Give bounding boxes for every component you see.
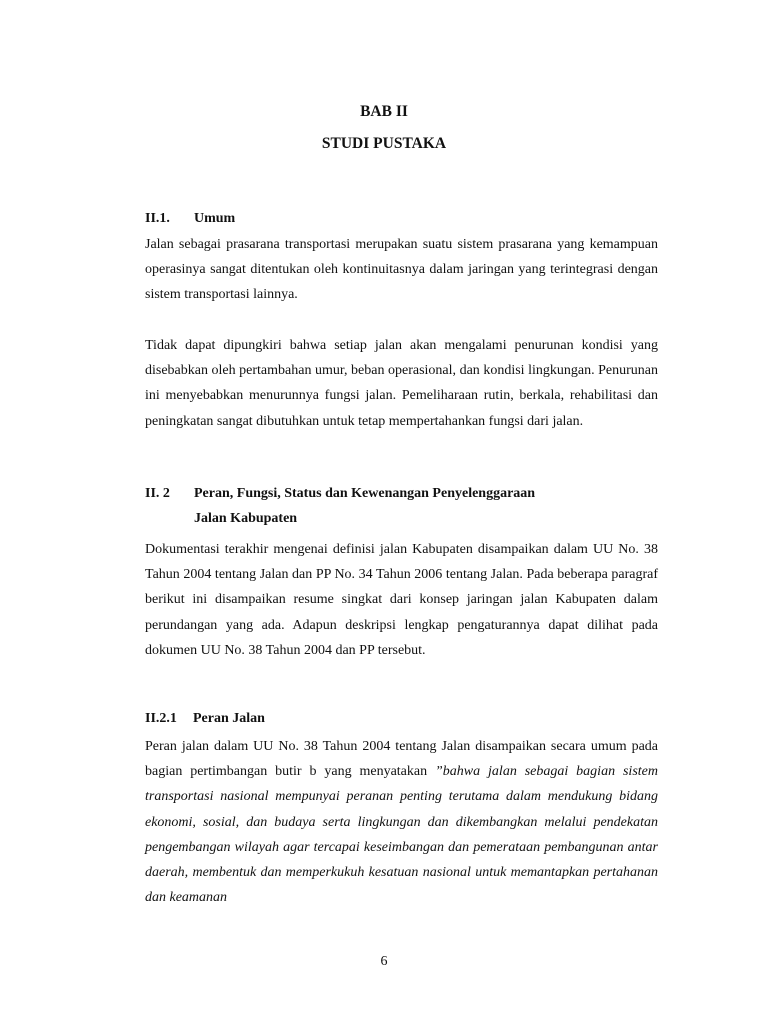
section-title: Peran Jalan (193, 711, 265, 726)
section-number: II.1. (145, 211, 170, 226)
section-heading-peran-jalan (145, 711, 265, 727)
section-title-line1: Peran, Fungsi, Status dan Kewenangan Penyelenggaraan (194, 486, 536, 501)
section-number: II. 2 (145, 486, 170, 501)
paragraph-peran-fungsi: Dokumentasi terakhir mengenai definisi jalan Kabupaten disampaikan dalam UU No. 38 Tahun 2004 tentang Jalan dan PP No. 34 Tahun 2006 tentang Jalan. Pada beberapa paragraf berikut ini disampaikan resume singkat dari konsep jaringan jalan Kabupaten dalam perundangan yang ada. Adapun deskripsi lengkap pengaturannya dapat dilihat pada dokumen UU No. 38 Tahun 2004 dan PP tersebut. (145, 542, 658, 658)
chapter-title: STUDI PUSTAKA (321, 135, 447, 152)
section-heading-peran-fungsi (145, 486, 535, 502)
section-title: Umum (194, 211, 236, 226)
quoted-text: ”bahwa jalan sebagai bagian sistem transportasi nasional mempunyai peranan penting terutama dalam mendukung bidang ekonomi, sosial, dan budaya serta lingkungan dan dikembangkan melalui pendekatan pengembangan wilayah agar tercapai keseimbangan dan pemerataan pembangunan antar daerah, membentuk dan memperkukuh kesatuan nasional untuk memantapkan pertahanan dan keamanan (145, 764, 658, 906)
paragraph-umum-2: Tidak dapat dipungkiri bahwa setiap jalan akan mengalami penurunan kondisi yang disebabkan oleh pertambahan umur, beban operasional, dan kondisi lingkungan. Penurunan ini menyebabkan menurunnya fungsi jalan. Pemeliharaan rutin, berkala, rehabilitasi dan peningkatan sangat dibutuhkan untuk tetap mempertahankan fungsi dari jalan. (145, 338, 658, 429)
section-heading-umum (145, 211, 235, 227)
paragraph-umum-1: Jalan sebagai prasarana transportasi merupakan suatu sistem prasarana yang kemampuan operasinya sangat ditentukan oleh kontinuitasnya dalam jaringan yang terintegrasi dengan sistem transportasi lainnya. (145, 237, 658, 303)
page-number: 6 (380, 954, 388, 969)
chapter-label: BAB II (360, 103, 408, 120)
paragraph-text: Peran jalan dalam UU No. 38 Tahun 2004 tentang Jalan disampaikan secara umum pada bagian pertimbangan butir b yang menyatakan (145, 739, 658, 780)
section-number: II.2.1 (145, 711, 177, 726)
section-title-line2: Jalan Kabupaten (194, 511, 298, 526)
paragraph-peran-jalan (145, 734, 658, 910)
